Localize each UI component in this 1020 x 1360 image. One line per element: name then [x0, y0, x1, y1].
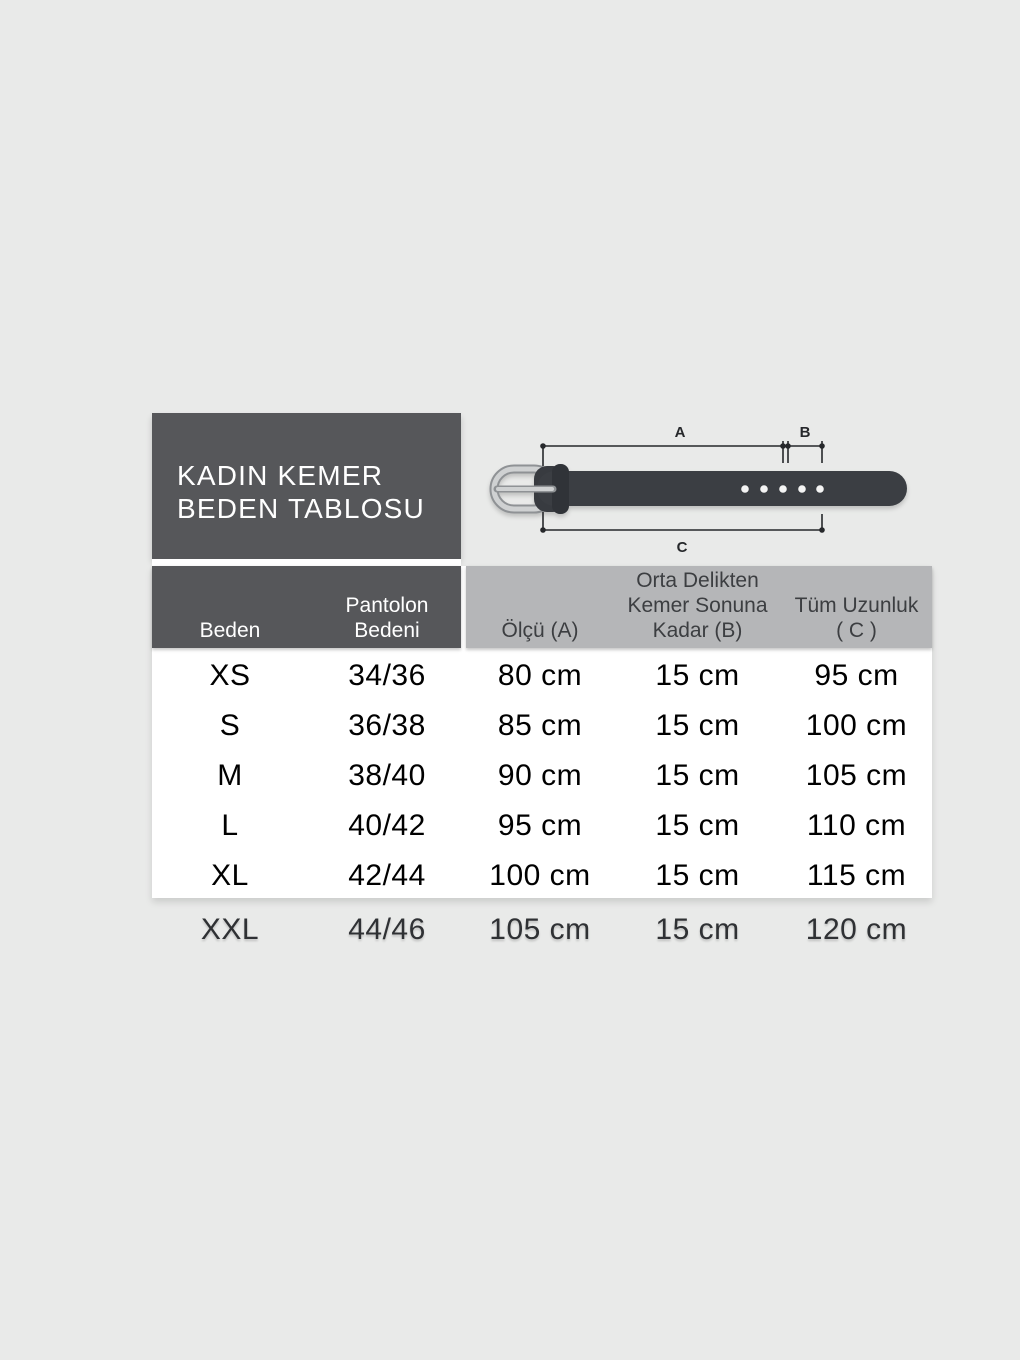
cell-size-s: S [219, 708, 241, 742]
belt-strap [537, 471, 907, 506]
cell-pants-s: 36/38 [348, 708, 426, 742]
header-beden-label: Beden [199, 619, 261, 642]
cell-measure-a-l: 95 cm [497, 808, 583, 842]
header-b-line2: Kemer Sonuna [627, 594, 768, 617]
belt-diagram-icon [470, 413, 935, 558]
cell-size-l: L [221, 808, 239, 842]
header-c-line2: ( C ) [836, 619, 877, 642]
page-title-line1: KADIN KEMER [177, 460, 384, 491]
column-header-pantolon [313, 593, 461, 643]
cell-measure-c-xl: 115 cm [806, 858, 907, 892]
page-title-line2: BEDEN TABLOSU [177, 493, 425, 524]
title-table-divider [152, 559, 461, 566]
header-pantolon-line2: Bedeni [354, 619, 420, 642]
cell-pants-xxl: 44/46 [348, 913, 426, 946]
size-table [152, 566, 932, 898]
cell-measure-b-xl: 15 cm [655, 858, 740, 892]
column-header-olcu-a [466, 618, 614, 643]
cell-measure-a-xs: 80 cm [497, 658, 583, 692]
cell-measure-a-m: 90 cm [497, 758, 583, 792]
column-header-tum-c [781, 593, 932, 643]
dimension-label-c: C [676, 539, 688, 556]
column-header-beden [152, 618, 308, 643]
cell-size-m: M [217, 758, 243, 792]
table-header-right [466, 566, 932, 648]
cell-pants-m: 38/40 [348, 758, 426, 792]
cell-measure-a-xl: 100 cm [489, 858, 591, 892]
cell-pants-xs: 34/36 [348, 658, 426, 692]
cell-pants-l: 40/42 [348, 808, 426, 842]
cell-size-xs: XS [209, 658, 251, 692]
title-block [152, 413, 461, 559]
header-pantolon-line1: Pantolon [345, 594, 429, 617]
table-header-left [152, 566, 461, 648]
dimension-label-b: B [799, 424, 811, 441]
cell-size-xl: XL [211, 858, 249, 892]
cell-measure-b-s: 15 cm [655, 708, 740, 742]
header-olcu-label: Ölçü (A) [501, 619, 579, 642]
cell-measure-b-xs: 15 cm [655, 658, 740, 692]
cell-measure-c-xs: 95 cm [814, 658, 899, 692]
cell-measure-b-xxl: 15 cm [655, 913, 740, 946]
cell-measure-b-l: 15 cm [655, 808, 740, 842]
cell-measure-a-s: 85 cm [497, 708, 583, 742]
belt-icon [494, 464, 907, 514]
cell-measure-b-m: 15 cm [655, 758, 740, 792]
cell-measure-c-l: 110 cm [806, 808, 907, 842]
header-b-line1: Orta Delikten [636, 569, 759, 592]
cell-size-xxl: XXL [200, 913, 260, 946]
header-c-line1: Tüm Uzunluk [794, 594, 919, 617]
cell-measure-c-m: 105 cm [805, 758, 908, 792]
table-row-xxl [152, 908, 932, 952]
dimension-label-a: A [674, 424, 686, 441]
cell-pants-xl: 42/44 [348, 858, 426, 892]
cell-measure-a-xxl: 105 cm [489, 913, 591, 946]
cell-measure-c-s: 100 cm [805, 708, 908, 742]
cell-measure-c-xxl: 120 cm [805, 913, 908, 946]
header-b-line3: Kadar (B) [652, 619, 743, 642]
column-header-orta-b [619, 568, 776, 643]
